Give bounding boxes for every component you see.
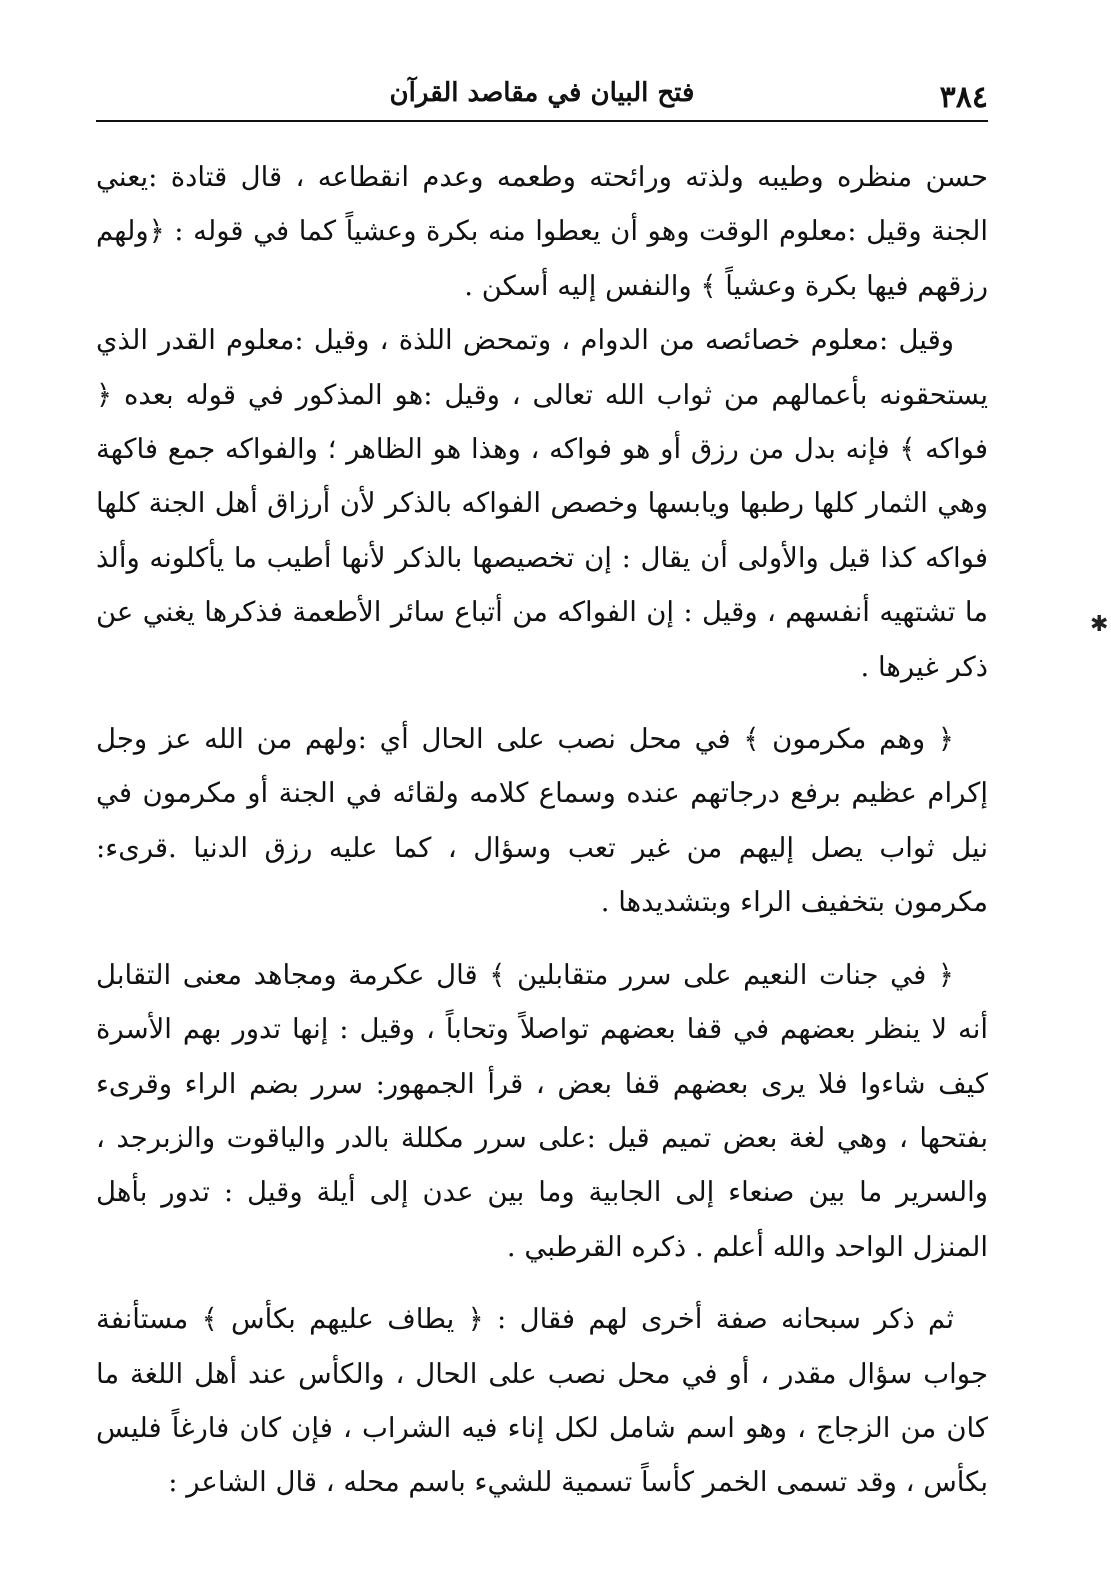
paragraph-5: ثم ذكر سبحانه صفة أخرى لهم فقال : ﴿ يطاف عليهم بكأس ﴾ مستأنفة جواب سؤال مقدر ، أو في محل نصب على الحال ، والكأس عند أهل اللغة ما كان من الزجاج ، وهو اسم شامل لكل إناء فيه الشراب ، فإن كان فارغاً فليس بكأس ، وقد تسمى الخمر كأساً تسمية للشيء باسم محله ، قال الشاعر :: [96, 1303, 988, 1499]
page-number: ٣٨٤: [939, 80, 988, 115]
running-title: فتح البيان في مقاصد القرآن: [389, 78, 695, 108]
margin-asterisk-mark: ✱: [1090, 612, 1109, 637]
page-header: [96, 70, 988, 122]
book-page: [96, 70, 988, 1510]
paragraph-2: وقيل :معلوم خصائصه من الدوام ، وتمحض اللذة ، وقيل :معلوم القدر الذي يستحقونه بأعمالهم من ثواب الله تعالى ، وقيل :هو المذكور في قوله بعده ﴿ فواكه ﴾ فإنه بدل من رزق أو هو فواكه ، وهذا هو الظاهر ؛ والفواكه جمع فاكهة وهي الثمار كلها رطبها ويابسها وخصص الفواكه بالذكر لأن أرزاق أهل الجنة كلها فواكه كذا قيل والأولى أن يقال : إن تخصيصها بالذكر لأنها أطيب ما يأكلونه وألذ ما تشتهيه أنفسهم ، وقيل : إن الفواكه من أتباع سائر الأطعمة فذكرها يغني عن ذكر غيرها .: [96, 324, 988, 683]
paragraph-1: حسن منظره وطيبه ولذته ورائحته وطعمه وعدم انقطاعه ، قال قتادة :يعني الجنة وقيل :معلوم الوقت وهو أن يعطوا منه بكرة وعشياً كما في قوله : ﴿ولهم رزقهم فيها بكرة وعشياً ﴾ والنفس إليه أسكن .: [96, 161, 988, 302]
page-body: [96, 150, 988, 1510]
paragraph-4: ﴿ في جنات النعيم على سرر متقابلين ﴾ قال عكرمة ومجاهد معنى التقابل أنه لا ينظر بعضهم في قفا بعضهم تواصلاً وتحاباً ، وقيل : إنها تدور بهم الأسرة كيف شاءوا فلا يرى بعضهم قفا بعض ، قرأ الجمهور: سرر بضم الراء وقرىء بفتحها ، وهي لغة بعض تميم قيل :على سرر مكللة بالدر والياقوت والزبرجد ، والسرير ما بين صنعاء إلى الجابية وما بين عدن إلى أيلة وقيل : تدور بأهل المنزل الواحد والله أعلم . ذكره القرطبي .: [96, 958, 988, 1263]
paragraph-3: ﴿ وهم مكرمون ﴾ في محل نصب على الحال أي :ولهم من الله عز وجل إكرام عظيم برفع درجاتهم عنده وسماع كلامه ولقائه في الجنة أو مكرمون في نيل ثواب يصل إليهم من غير تعب وسؤال ، كما عليه رزق الدنيا .قرىء: مكرمون بتخفيف الراء وبتشديدها .: [96, 723, 988, 919]
